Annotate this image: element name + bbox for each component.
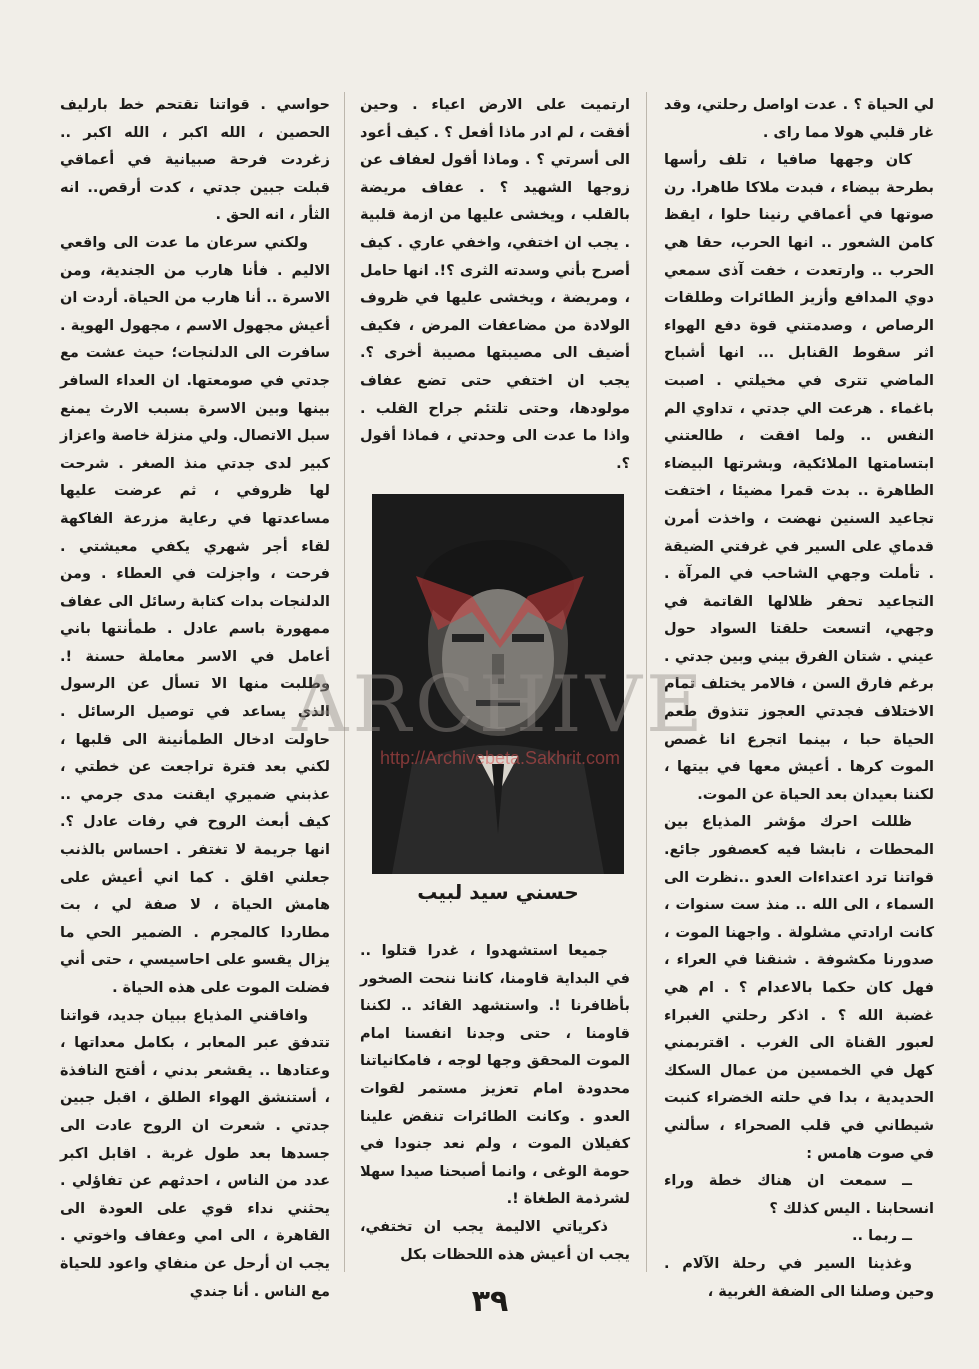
article-column-left xyxy=(60,92,330,1306)
paragraph: ارتميت على الارض اعياء . وحين أفقت ، لم ادر ماذا أفعل ؟ . كيف أعود الى أسرتي ؟ . وماذا أقول لعفاف عن زوجها الشهيد ؟ . عفاف مريضة بالقلب ، ويخشى عليها من ازمة قلبية . يجب ان اختفي، واخفي عاري . كيف أصرح بأني وسدته الثرى ؟!. انها حامل ، ومريضة ، ويخشى عليها في ظروف الولادة من مضاعفات المرض ، فكيف أضيف الى مصيبتها مصيبة أخرى ؟. يجب ان اختفي حتى تضع عفاف مولودها، وحتى تلتئم جراح القلب . واذا ما عدت الى وحدتي ، فماذا أقول ؟. xyxy=(360,97,630,472)
dialogue-line: ــ سمعت ان هناك خطة وراء انسحابنا . اليس كذلك ؟ xyxy=(664,1173,934,1217)
paragraph: حواسي . قواتنا تقتحم خط بارليف الحصين ، الله اكبر ، الله اكبر .. زغردت فرحة صبيانية في أعماقي قبلت جبين جدتي ، كدت أرقص.. انه الثأر ، انه الحق . xyxy=(60,97,330,224)
photo-caption: حسني سيد لبيب xyxy=(417,880,579,904)
paragraph: ظللت احرك مؤشر المذياع بين المحطات ، نابشا فيه كعصفور جائع. قواتنا ترد اعتداءات العدو ..نظرت الى السماء ، الى الله .. منذ ست سنوات ، كانت ارادتي مشلولة . واجهنا الموت ، صدورنا مكشوفة . شنقنا في العراء ، فهل كان حكما بالاعدام ؟ . ام هي غضبة الله ؟ . اذكر رحلتي الغبراء لعبور القناة الى الغرب . اقتربمني كهل في الخمسين من عمال السكك الحديدية ، بدا في حلته الخضراء كنبت شيطاني في قلب الصحراء ، سألني في صوت هامس : xyxy=(664,814,934,1162)
paragraph: لي الحياة ؟ . عدت اواصل رحلتي، وقد غار قلبي هولا مما راى . xyxy=(664,97,934,141)
paragraph: وغذينا السير في رحلة الآلام . وحين وصلنا الى الضفة الغربية ، xyxy=(664,1255,934,1300)
watermark-text: ARCHIVE xyxy=(292,660,707,750)
dialogue-line: ــ ربما .. xyxy=(852,1228,912,1245)
paragraph: جميعا استشهدوا ، غدرا قتلوا .. في البداية قاومنا، كاننا ننحت الصخور بأظافرنا !. واستشهد القائد .. لكننا قاومنا ، حتى وجدنا انفسنا امام الموت المحقق وجها لوجه ، فامكانياتنا محدودة امام تعزيز مستمر لقوات العدو . وكانت الطائرات تنقض علينا كفيلان الموت ، ولم نعد جنودا في حومة الوغى ، وانما أصبحنا صيدا سهلا لشرذمة الطغاة !. xyxy=(360,943,630,1208)
paragraph: ذكرياتي الاليمة يجب ان تختفي، يجب ان أعيش هذه اللحظات بكل xyxy=(360,1218,630,1263)
paragraph: كان وجهها صافيا ، تلف رأسها بطرحة بيضاء ، فبدت ملاكا طاهرا. رن صوتها في أعماقي رنينا حلوا ، ايقظ كامن الشعور .. انها الحرب، حقا هي الحرب .. وارتعدت ، خفت آذى سمعي دوي المدافع وأزيز الطائرات وطلقات الرصاص ، وصدمتني قوة دفع الهواء اثر سقوط القنابل ... انها أشباح الماضي تترى في مخيلتي . اصبت باغماء . هرعت الي جدتي ، تداوي الم النفس .. ولما افقت ، طالعتني ابتسامتها الملائكية، وبشرتها البيضاء الطاهرة .. بدت قمرا مضيئا ، اختفت تجاعيد السنين نهضت ، واخذت أمرن قدماي على السير في غرفتي الضيقة . تأملت وجهي الشاحب في المرآة . التجاعيد تحفر ظلالها القاتمة في وجهي، اتسعت حلقتا السواد حول عيني . شتان الفرق بيني وبين جدتي . برغم فارق السن ، فالامر يختلف تمام الاختلاف فجدتي العجوز تتذوق طعم الحياة حبا ، بينما اتجرع انا غصص الموت كرها . أعيش معها في بيتها ، لكننا بعيدان بعد الحياة عن الموت. xyxy=(664,152,934,803)
article-column-middle xyxy=(360,92,630,478)
paragraph: ولكني سرعان ما عدت الى واقعي الاليم . فأنا هارب من الجندية، ومن الاسرة .. أنا هارب من الحياة. أردت ان أعيش مجهول الاسم ، مجهول الهوية . سافرت الى الدلنجات؛ حيث عشت مع جدتي في صومعتها. ان العداء السافر بينها وبين الاسرة بسبب الارث يمنع سبل الاتصال. ولي منزلة خاصة واعزاز كبير لدى جدتي منذ الصغر . شرحت لها ظروفي ، ثم عرضت عليها مساعدتها في رعاية مزرعة الفاكهة لقاء أجر شهري يكفي معيشتي . فرحت ، واجزلت في العطاء . ومن الدلنجات بدات كتابة رسائل الى عفاف ممهورة باسم عادل . طمأنتها باني أعامل في الاسر معاملة حسنة !. وطلبت منها الا تسأل عن الرسول الذي يساعد في توصيل الرسائل . حاولت ادخال الطمأنينة الى قلبها ، لكني بعد فترة تراجعت عن خطتي ، عذبني ضميري ايقنت مدى جرمي .. كيف أبعث الروح في رفات عادل ؟. انها جريمة لا تغتفر . احساس بالذنب جعلني اقلق . كما اني أعيش على هامش الحياة ، لا صفة لي ، بت مطاردا كالمجرم . الضمير الحي ما يزال يقسو على احاسيسي ، حتى أني فضلت الموت على هذه الحياة . xyxy=(60,234,330,996)
article-column-middle-bottom xyxy=(360,938,630,1269)
page-number: ٣٩ xyxy=(471,1284,509,1319)
paragraph: وافاقني المذياع ببيان جديد، قواتنا تتدفق عبر المعابر ، بكامل معداتها ، وعتادها .. يقشعر بدني ، أفتح النافذة ، أستنشق الهواء الطلق ، اقبل جبين جدتي . شعرت ان الروح عادت الى جسدها بعد طول غربة . اقابل اكبر عدد من الناس ، احدثهم عن تفاؤلي . يحثني نداء قوي على العودة الى القاهرة ، الى امي وعفاف واخوتي . يجب ان أرحل عن منفاي واعود للحياة مع الناس . أنا جندي xyxy=(60,1007,330,1300)
watermark-url: http://Archivebeta.Sakhrit.com xyxy=(379,748,621,768)
